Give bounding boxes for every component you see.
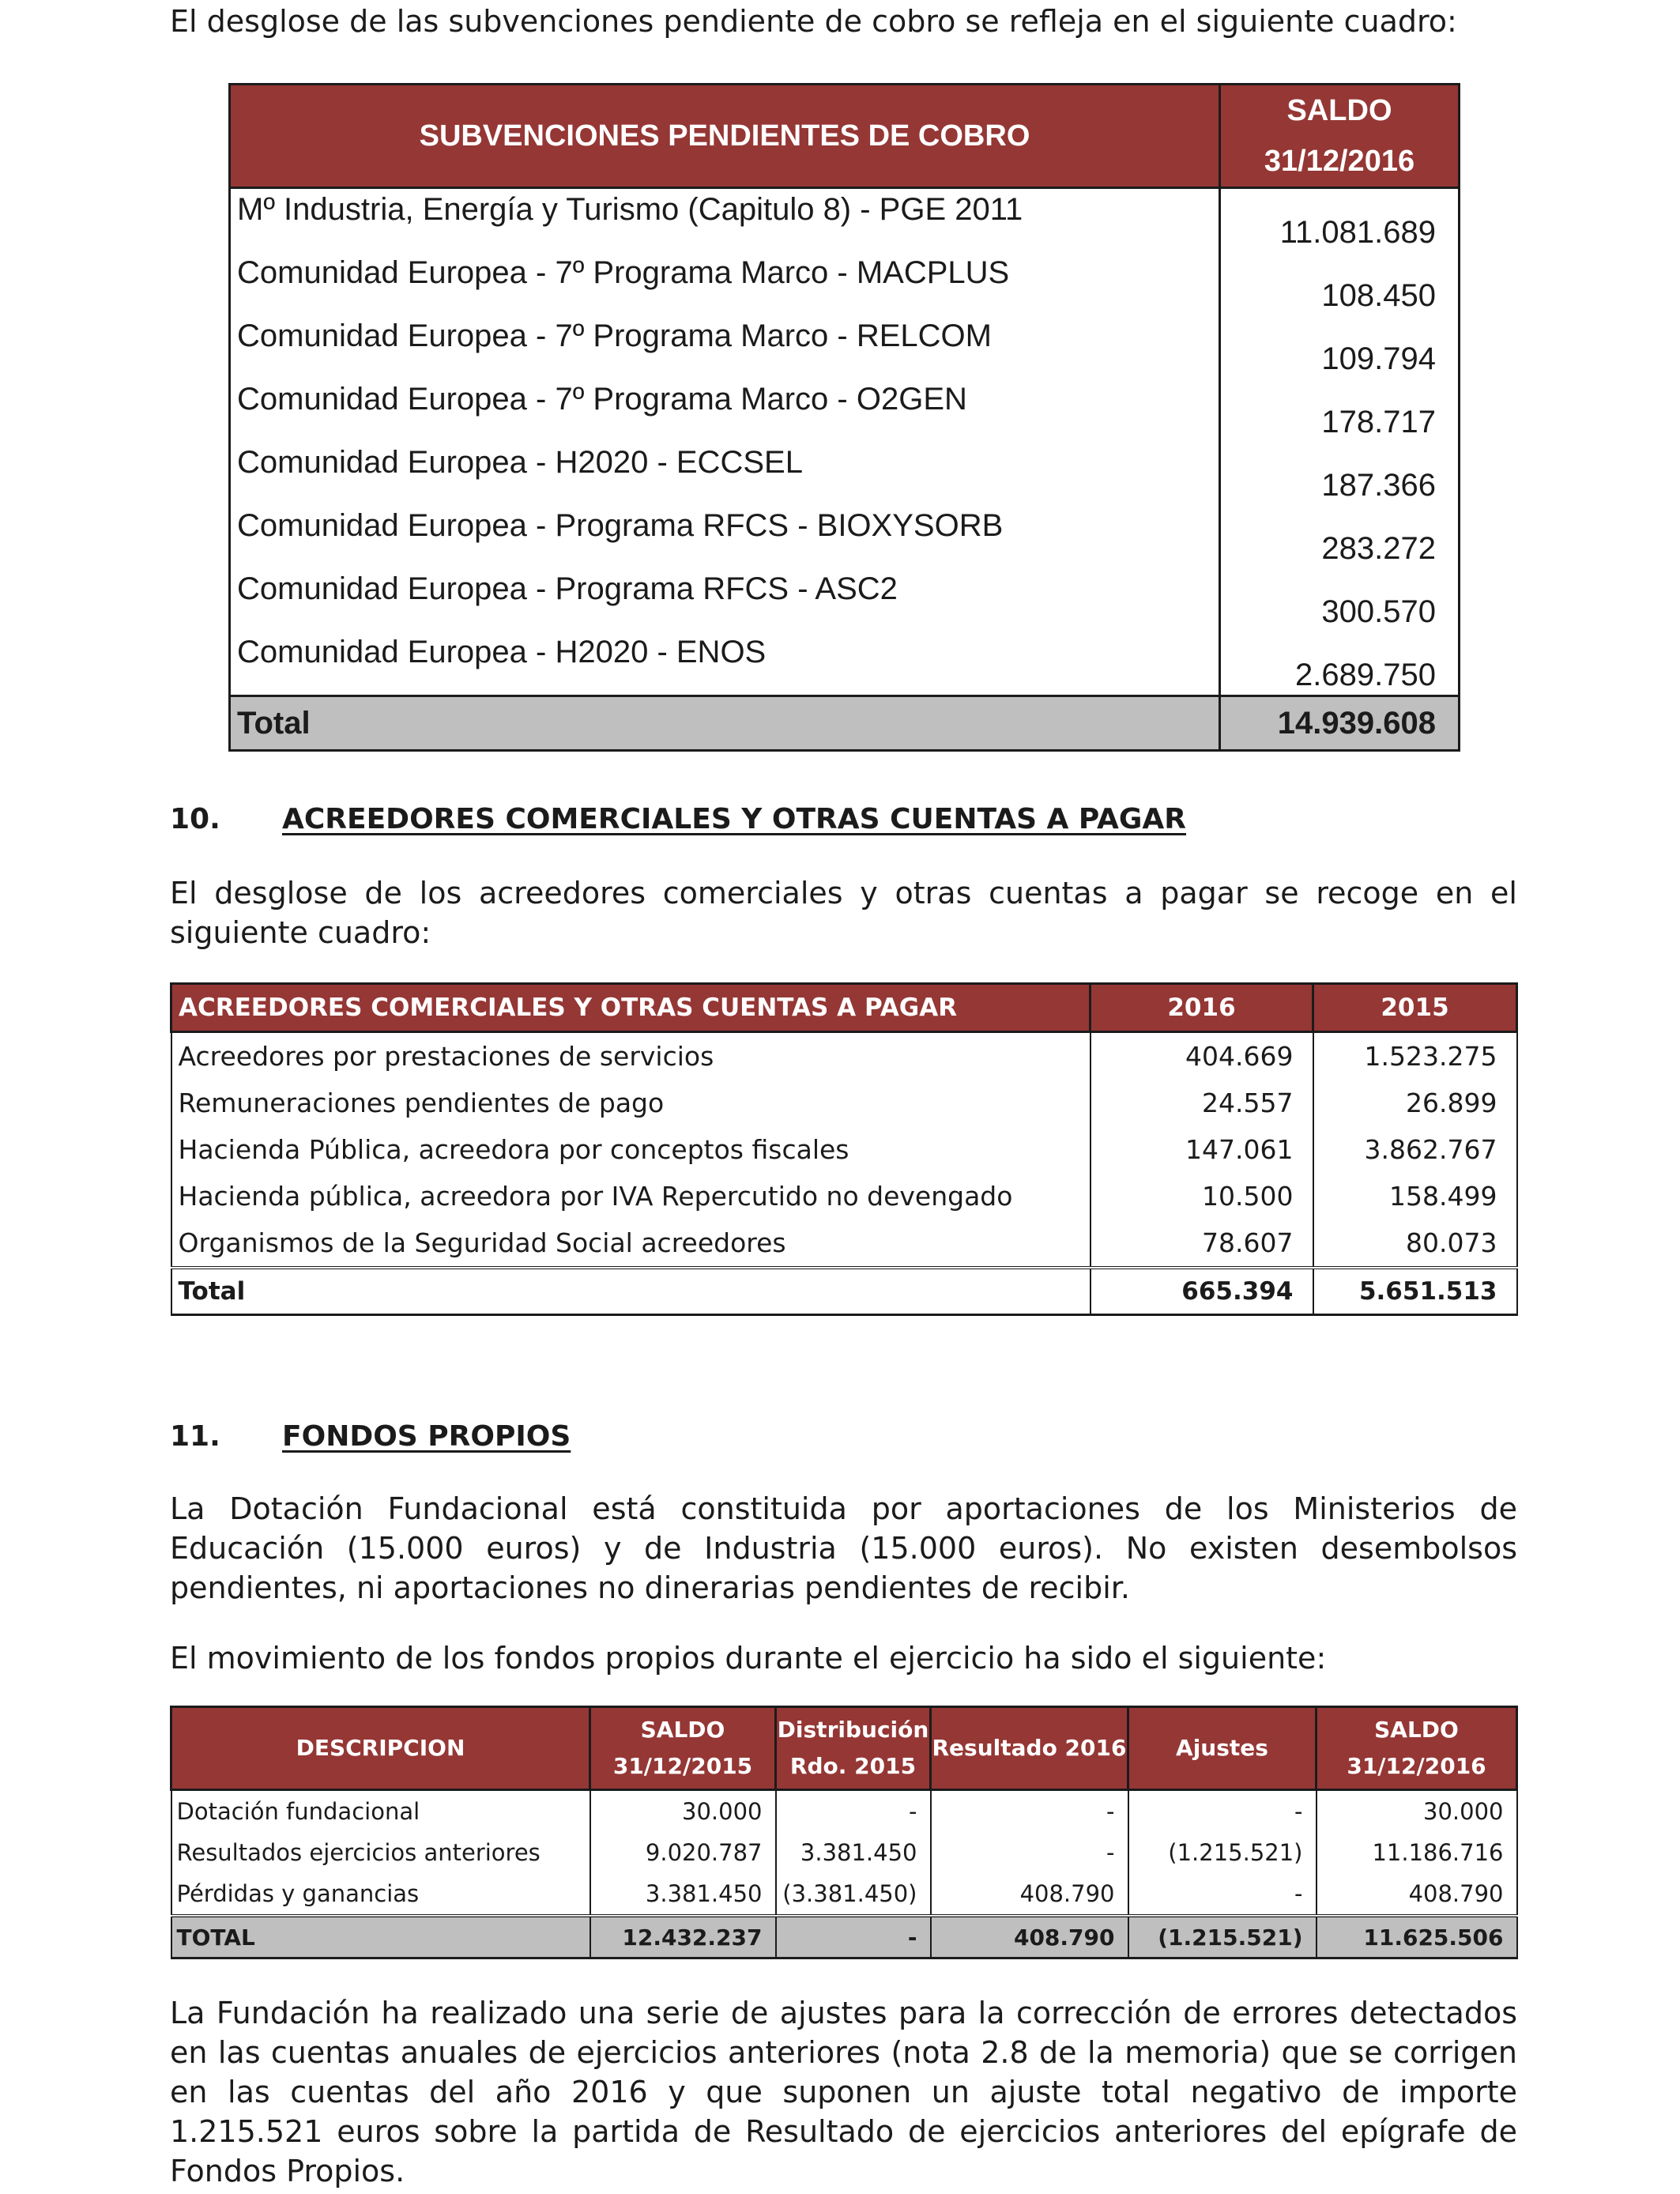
total-saldo-2015: 12.432.237 — [590, 1916, 776, 1958]
row-saldo-2015: 9.020.787 — [590, 1832, 776, 1873]
intro-text-subvenciones: El desglose de las subvenciones pendiente de cobro se refleja en el siguiente cuadro: — [170, 4, 1457, 39]
row-saldo-2015: 30.000 — [590, 1790, 776, 1833]
row-label: Comunidad Europea - 7º Programa Marco - RELCOM — [230, 315, 1220, 379]
row-resultado: 408.790 — [931, 1873, 1128, 1916]
row-value-2015: 158.499 — [1313, 1173, 1517, 1220]
row-label: Comunidad Europea - Programa RFCS - BIOXYSORB — [230, 505, 1220, 568]
table-row — [230, 442, 1460, 505]
row-label: Pérdidas y ganancias — [171, 1873, 590, 1916]
row-value: 300.570 — [1220, 568, 1460, 631]
header-acreedores: ACREEDORES COMERCIALES Y OTRAS CUENTAS A PAGAR — [171, 984, 1090, 1032]
table-row — [230, 379, 1460, 442]
section-heading-10 — [170, 803, 1186, 835]
total-value-2015: 5.651.513 — [1313, 1268, 1517, 1315]
table-row — [171, 1832, 1517, 1873]
table-row — [171, 1126, 1517, 1173]
row-label: Acreedores por prestaciones de servicios — [171, 1032, 1090, 1080]
subvenciones-table — [228, 83, 1460, 752]
total-value-2016: 665.394 — [1090, 1268, 1313, 1315]
table-row — [171, 1220, 1517, 1268]
table-row — [230, 631, 1460, 696]
row-resultado: - — [931, 1832, 1128, 1873]
total-distribucion: - — [776, 1916, 931, 1958]
section-number: 11. — [170, 1420, 220, 1453]
row-label: Comunidad Europea - Programa RFCS - ASC2 — [230, 568, 1220, 631]
header-saldo-2015-label: SALDO — [640, 1717, 725, 1743]
row-value-2016: 10.500 — [1090, 1173, 1313, 1220]
row-value-2016: 78.607 — [1090, 1220, 1313, 1268]
total-row — [171, 1268, 1517, 1315]
table-row — [171, 1790, 1517, 1833]
row-ajustes: - — [1128, 1790, 1317, 1833]
row-saldo-2016: 30.000 — [1317, 1790, 1517, 1833]
acreedores-table — [170, 982, 1518, 1316]
total-ajustes: (1.215.521) — [1128, 1916, 1317, 1958]
total-row — [171, 1916, 1517, 1958]
header-distribucion — [776, 1707, 931, 1790]
table-row — [230, 188, 1460, 253]
row-value-2015: 80.073 — [1313, 1220, 1517, 1268]
row-value: 187.366 — [1220, 442, 1460, 505]
header-resultado: Resultado 2016 — [931, 1707, 1128, 1790]
row-label: Resultados ejercicios anteriores — [171, 1832, 590, 1873]
header-saldo-2015 — [590, 1707, 776, 1790]
header-distribucion-line2: Rdo. 2015 — [789, 1753, 917, 1779]
row-saldo-2016: 11.186.716 — [1317, 1832, 1517, 1873]
row-value-2015: 3.862.767 — [1313, 1126, 1517, 1173]
dotacion-paragraph: La Dotación Fundacional está constituida por aportaciones de los Ministerios de Educación (15.000 euros) y de Industria (15.000 euros). No existen desembolsos pendientes, ni aportaciones no dinerarias pendientes de recibir. — [170, 1491, 1517, 1605]
row-value: 108.450 — [1220, 252, 1460, 315]
row-label: Comunidad Europea - H2020 - ENOS — [230, 631, 1220, 696]
row-value: 2.689.750 — [1220, 631, 1460, 696]
section-title: ACREEDORES COMERCIALES Y OTRAS CUENTAS A PAGAR — [282, 803, 1187, 835]
row-distribucion: 3.381.450 — [776, 1832, 931, 1873]
header-saldo-date: 31/12/2016 — [1264, 145, 1415, 178]
total-label: Total — [230, 696, 1220, 751]
header-ajustes: Ajustes — [1128, 1707, 1317, 1790]
row-label: Mº Industria, Energía y Turismo (Capitulo 8) - PGE 2011 — [230, 188, 1220, 253]
table-row — [171, 1032, 1517, 1080]
section-heading-11 — [170, 1420, 571, 1453]
header-subvenciones: SUBVENCIONES PENDIENTES DE COBRO — [230, 85, 1220, 188]
total-resultado: 408.790 — [931, 1916, 1128, 1958]
row-value-2015: 26.899 — [1313, 1080, 1517, 1126]
fondos-propios-table — [170, 1706, 1518, 1959]
header-2016: 2016 — [1090, 984, 1313, 1032]
row-distribucion: - — [776, 1790, 931, 1833]
total-saldo-2016: 11.625.506 — [1317, 1916, 1517, 1958]
row-saldo-2015: 3.381.450 — [590, 1873, 776, 1916]
total-value: 14.939.608 — [1220, 696, 1460, 751]
header-saldo-2015-date: 31/12/2015 — [612, 1753, 753, 1779]
total-label: TOTAL — [171, 1916, 590, 1958]
row-label: Dotación fundacional — [171, 1790, 590, 1833]
table-row — [171, 1873, 1517, 1916]
row-value: 283.272 — [1220, 505, 1460, 568]
row-label: Organismos de la Seguridad Social acreedores — [171, 1220, 1090, 1268]
row-value: 109.794 — [1220, 315, 1460, 379]
row-value-2016: 147.061 — [1090, 1126, 1313, 1173]
movimiento-intro: El movimiento de los fondos propios durante el ejercicio ha sido el siguiente: — [170, 1641, 1327, 1676]
ajustes-paragraph: La Fundación ha realizado una serie de ajustes para la corrección de errores detectados en las cuentas anuales de ejercicios anteriores (nota 2.8 de la memoria) que se corrigen en las cuentas del año 2016 y que suponen un ajuste total negativo de importe 1.215.521 euros sobre la partida de Resultado de ejercicios anteriores del epígrafe de Fondos Propios. — [170, 1996, 1517, 2188]
row-label: Hacienda Pública, acreedora por conceptos fiscales — [171, 1126, 1090, 1173]
row-ajustes: (1.215.521) — [1128, 1832, 1317, 1873]
row-value: 11.081.689 — [1220, 188, 1460, 253]
header-saldo — [1220, 85, 1460, 188]
header-saldo-label: SALDO — [1286, 94, 1392, 127]
row-value-2015: 1.523.275 — [1313, 1032, 1517, 1080]
row-distribucion: (3.381.450) — [776, 1873, 931, 1916]
row-value: 178.717 — [1220, 379, 1460, 442]
row-label: Comunidad Europea - 7º Programa Marco - O2GEN — [230, 379, 1220, 442]
table-row — [171, 1173, 1517, 1220]
row-label: Remuneraciones pendientes de pago — [171, 1080, 1090, 1126]
total-row — [230, 696, 1460, 751]
intro-text-acreedores: El desglose de los acreedores comerciales y otras cuentas a pagar se recoge en el siguiente cuadro: — [170, 876, 1517, 950]
table-row — [230, 315, 1460, 379]
section-title: FONDOS PROPIOS — [282, 1420, 571, 1453]
row-label: Comunidad Europea - H2020 - ECCSEL — [230, 442, 1220, 505]
header-saldo-2016-date: 31/12/2016 — [1347, 1753, 1486, 1779]
row-label: Comunidad Europea - 7º Programa Marco - MACPLUS — [230, 252, 1220, 315]
table-row — [171, 1080, 1517, 1126]
table-row — [230, 505, 1460, 568]
table-row — [230, 568, 1460, 631]
table-row — [230, 252, 1460, 315]
row-label: Hacienda pública, acreedora por IVA Repercutido no devengado — [171, 1173, 1090, 1220]
header-saldo-2016-label: SALDO — [1374, 1717, 1459, 1743]
row-value-2016: 404.669 — [1090, 1032, 1313, 1080]
header-2015: 2015 — [1313, 984, 1517, 1032]
header-saldo-2016 — [1317, 1707, 1517, 1790]
header-distribucion-line1: Distribución — [777, 1717, 929, 1743]
row-resultado: - — [931, 1790, 1128, 1833]
header-descripcion: DESCRIPCION — [171, 1707, 590, 1790]
row-saldo-2016: 408.790 — [1317, 1873, 1517, 1916]
section-number: 10. — [170, 803, 220, 835]
total-label: Total — [171, 1268, 1090, 1315]
row-ajustes: - — [1128, 1873, 1317, 1916]
row-value-2016: 24.557 — [1090, 1080, 1313, 1126]
